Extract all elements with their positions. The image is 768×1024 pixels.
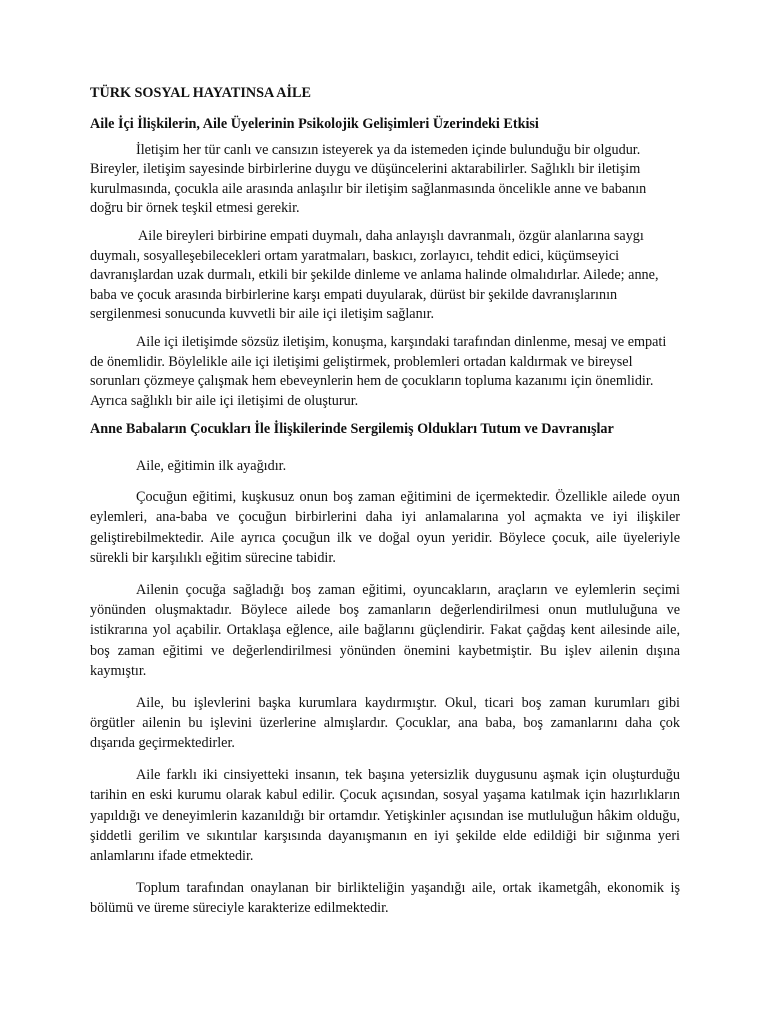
- paragraph: Aile içi iletişimde sözsüz iletişim, konuşma, karşındaki tarafından dinlenme, mesaj ve empati de önemlidir. Böylelikle aile içi iletişimi geliştirmek, problemleri ortadan kaldırmak ve bireysel sorunları çözmeye çalışmak hem ebeveynlerin hem de çocukların topluma kazanımı için önemlidir. Ayrıca sağlıklı bir aile içi iletişimi de oluşturur.: [90, 334, 667, 409]
- paragraph: Aile, eğitimin ilk ayağıdır.: [136, 457, 287, 474]
- paragraph: Aile farklı iki cinsiyetteki insanın, tek başına yetersizlik duygusunu aşmak için oluşturduğu tarihin en eski kurumu olarak kabul edilir. Çocuk açısından, sosyal yaşama katılmak için hazırlıkların yapıldığı ve deneyimlerin kazanıldığı bir ortamdır. Yetişkinler açısından ise mutluluğun hâkim olduğu, şiddetli gerilim ve sıkıntılar karşısında dayanışmanın en iyi şekilde elde edildiği bir sığınma yeri anlamlarını ifade etmektedir.: [90, 766, 680, 865]
- paragraph: Aile bireyleri birbirine empati duymalı, daha anlayışlı davranmalı, özgür alanlarına saygı duymalı, sosyalleşebilecekleri ortam yaratmaları, baskıcı, zorlayıcı, tehdit edici, küçümseyici davranışlardan uzak durmalı, etkili bir şekilde dinleme ve anlama halinde olmalıdırlar. Ailede; anne, baba ve çocuk arasında birbirlerine karşı empati duyularak, dürüst bir şekilde davranışlarının sergilenmesi sonucunda kuvvetli bir aile içi iletişim sağlanır.: [90, 228, 659, 323]
- document-title: TÜRK SOSYAL HAYATINSA AİLE: [90, 85, 311, 101]
- document-page: [90, 84, 680, 930]
- paragraph: Çocuğun eğitimi, kuşkusuz onun boş zaman eğitimini de içermektedir. Özellikle ailede oyun eylemleri, ana-baba ve çocuğun birbirlerini daha iyi anlamalarına yol açmakta ve iyi ilişkiler geliştirebilmektedir. Aile ayrıca çocuğun ilk ve doğal oyun yeridir. Böylece çocuk, aile üyeleriyle sürekli bir karşılıklı eğitim sürecine tabidir.: [90, 488, 680, 567]
- paragraph: Aile, bu işlevlerini başka kurumlara kaydırmıştır. Okul, ticari boş zaman kurumları gibi örgütler ailenin bu işlevini üzerlerine almışlardır. Çocuklar, ana baba, boş zamanlarını daha çok dışarıda geçirmektedirler.: [90, 694, 680, 752]
- paragraph: Toplum tarafından onaylanan bir birlikteliğin yaşandığı aile, ortak ikametgâh, ekonomik iş bölümü ve üreme süreciyle karakterize edilmektedir.: [90, 879, 680, 917]
- section-heading-parent-attitudes: Anne Babaların Çocukları İle İlişkilerinde Sergilemiş Oldukları Tutum ve Davranışlar: [90, 421, 614, 438]
- section-heading-family-relations: Aile İçi İlişkilerin, Aile Üyelerinin Psikolojik Gelişimleri Üzerindeki Etkisi: [90, 116, 539, 133]
- paragraph: İletişim her tür canlı ve cansızın isteyerek ya da istemeden içinde bulunduğu bir olgudur. Bireyler, iletişim sayesinde birbirlerine duygu ve düşüncelerini aktarabilirler. Sağlıklı bir iletişim kurulmasında, çocukla aile arasında anlaşılır bir iletişim sağlanmasında öncelikle anne ve babanın doğru bir örnek teşkil etmesi gerekir.: [90, 141, 647, 217]
- paragraph: Ailenin çocuğa sağladığı boş zaman eğitimi, oyuncakların, araçların ve eylemlerin seçimi yönünden oluşmaktadır. Böylece ailede boş zamanların değerlendirilmesi onun mutluluğuna ve istikrarına yol açabilir. Ortaklaşa eğlence, aile bağlarını güçlendirir. Fakat çağdaş kent ailesinde aile, boş zaman eğitimi ve değerlendirilmesi yönünden önemini kaybetmiştir. Bu işlev ailenin dışına kaymıştır.: [90, 581, 680, 680]
